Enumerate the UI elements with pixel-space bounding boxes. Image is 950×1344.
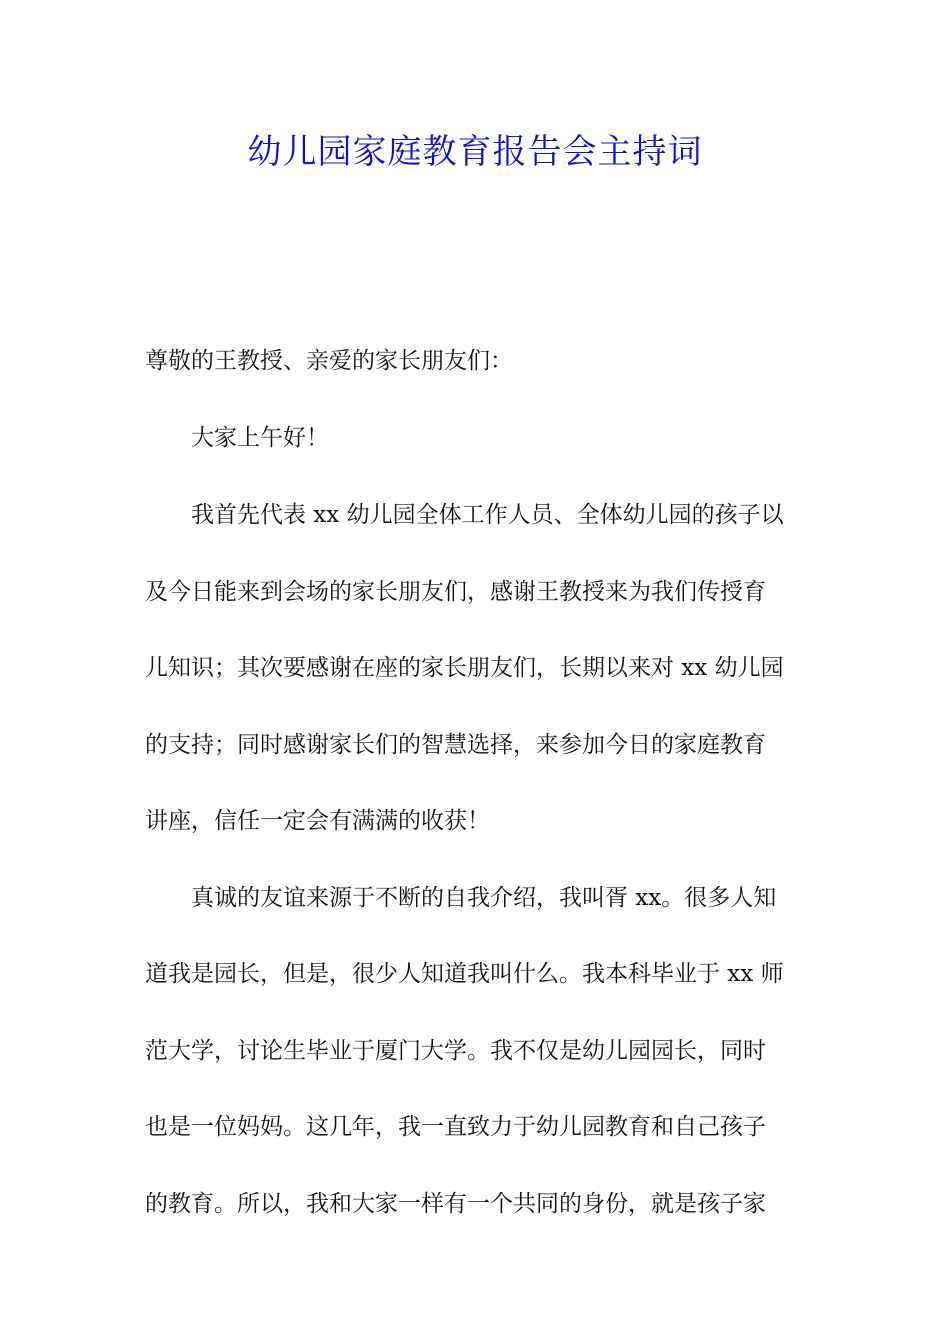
paragraph-1: [145, 487, 810, 851]
salutation: 尊敬的王教授、亲爱的家长朋友们：: [145, 348, 513, 374]
document-title: 幼儿园家庭教育报告会主持词: [247, 132, 703, 172]
paragraph-line: 儿知识；其次要感谢在座的家长朋友们，长期以来对 xx 幼儿园: [145, 655, 784, 681]
document-body: [145, 487, 810, 1233]
greeting: 大家上午好！: [191, 425, 329, 451]
paragraph-line: 范大学，讨论生毕业于厦门大学。我不仅是幼儿园园长，同时: [145, 1037, 766, 1064]
paragraph-2: [145, 870, 810, 1234]
paragraph-line: 真诚的友谊来源于不断的自我介绍，我叫胥 xx。很多人知: [191, 884, 777, 911]
paragraph-line: 也是一位妈妈。这几年，我一直致力于幼儿园教育和自己孩子: [145, 1114, 766, 1140]
paragraph-line: 道我是园长，但是，很少人知道我叫什么。我本科毕业于 xx 师: [145, 961, 784, 987]
paragraph-line: 我首先代表 xx 幼儿园全体工作人员、全体幼儿园的孩子以: [191, 502, 784, 528]
paragraph-line: 及今日能来到会场的家长朋友们，感谢王教授来为我们传授育: [145, 578, 766, 605]
paragraph-line: 讲座，信任一定会有满满的收获！: [145, 808, 490, 834]
paragraph-line: 的支持；同时感谢家长们的智慧选择，来参加今日的家庭教育: [145, 731, 766, 758]
paragraph-line: 的教育。所以，我和大家一样有一个共同的身份，就是孩子家: [145, 1190, 766, 1217]
